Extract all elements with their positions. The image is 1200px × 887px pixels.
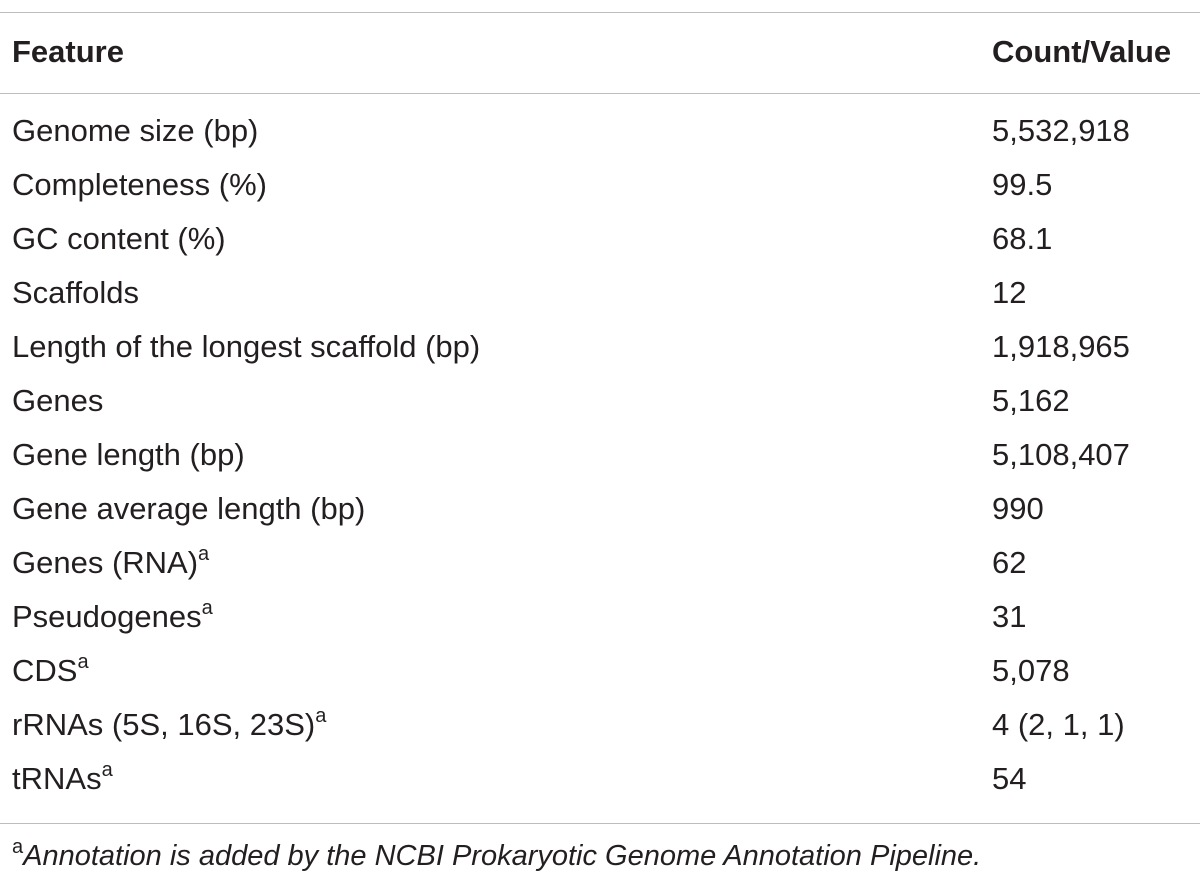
- feature-cell: [12, 754, 113, 804]
- footnote-reference: a: [77, 651, 89, 673]
- table-row: [0, 538, 1200, 592]
- feature-label: Genes (RNA): [12, 545, 199, 580]
- feature-label: Genome size (bp): [12, 113, 259, 148]
- value-cell: 4 (2, 1, 1): [992, 707, 1125, 742]
- footnote-mark: a: [12, 836, 24, 858]
- table-row: [0, 106, 1200, 160]
- footnote-reference: a: [315, 705, 327, 727]
- value-cell: 54: [992, 761, 1027, 796]
- feature-label: rRNAs (5S, 16S, 23S): [12, 707, 316, 742]
- feature-cell: [12, 106, 258, 156]
- feature-cell: [12, 484, 365, 534]
- feature-cell: [12, 538, 209, 588]
- feature-cell: [12, 214, 226, 264]
- feature-cell: [12, 700, 326, 750]
- table-row: [0, 376, 1200, 430]
- table-bottom-rule: [0, 823, 1200, 824]
- value-cell: 68.1: [992, 221, 1053, 256]
- table-row: [0, 754, 1200, 808]
- header-count-value: Count/Value: [992, 34, 1172, 69]
- feature-label: Completeness (%): [12, 167, 267, 202]
- footnote-reference: a: [201, 597, 213, 619]
- value-cell: 5,162: [992, 383, 1070, 418]
- table-row: [0, 484, 1200, 538]
- table-footnote: [12, 836, 981, 876]
- table-body: [0, 106, 1200, 808]
- feature-label: tRNAs: [12, 761, 102, 796]
- feature-label: GC content (%): [12, 221, 226, 256]
- value-cell: 12: [992, 275, 1027, 310]
- value-cell: 5,078: [992, 653, 1070, 688]
- table-row: [0, 646, 1200, 700]
- feature-label: Pseudogenes: [12, 599, 202, 634]
- feature-cell: [12, 322, 480, 372]
- table-row: [0, 214, 1200, 268]
- table-row: [0, 322, 1200, 376]
- feature-label: Gene average length (bp): [12, 491, 366, 526]
- feature-label: Scaffolds: [12, 275, 139, 310]
- value-cell: 5,108,407: [992, 437, 1130, 472]
- feature-cell: [12, 160, 267, 210]
- table-row: [0, 268, 1200, 322]
- table-row: [0, 592, 1200, 646]
- value-cell: 1,918,965: [992, 329, 1130, 364]
- feature-label: Length of the longest scaffold (bp): [12, 329, 481, 364]
- feature-label: CDS: [12, 653, 78, 688]
- table-row: [0, 430, 1200, 484]
- footnote-reference: a: [198, 543, 210, 565]
- value-cell: 62: [992, 545, 1027, 580]
- table-header-row: [0, 12, 1200, 93]
- feature-cell: [12, 646, 89, 696]
- footnote-reference: a: [101, 759, 113, 781]
- feature-label: Genes: [12, 383, 104, 418]
- table-row: [0, 160, 1200, 214]
- table-header-rule: [0, 93, 1200, 94]
- table-row: [0, 700, 1200, 754]
- value-cell: 990: [992, 491, 1044, 526]
- feature-cell: [12, 376, 103, 426]
- value-cell: 99.5: [992, 167, 1053, 202]
- feature-cell: [12, 268, 139, 318]
- footnote-text: Annotation is added by the NCBI Prokaryotic Genome Annotation Pipeline.: [23, 840, 982, 872]
- value-cell: 5,532,918: [992, 113, 1130, 148]
- header-feature: Feature: [12, 34, 124, 69]
- feature-cell: [12, 592, 213, 642]
- feature-label: Gene length (bp): [12, 437, 245, 472]
- value-cell: 31: [992, 599, 1027, 634]
- feature-cell: [12, 430, 245, 480]
